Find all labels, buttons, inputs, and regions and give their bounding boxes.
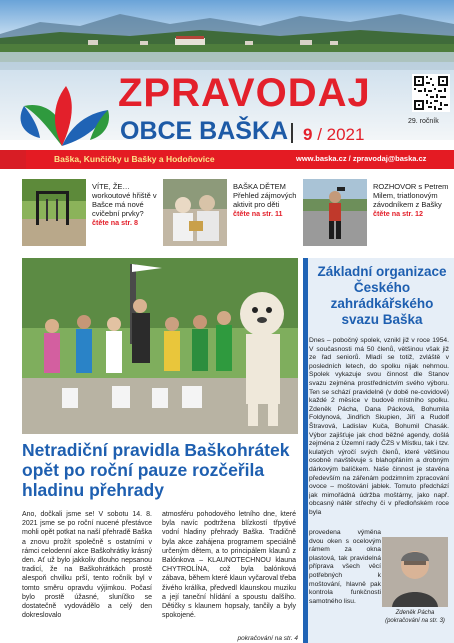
sidebar-title: Základní organizace Českého zahrádkářského svazu Baška bbox=[317, 264, 447, 327]
main-article-column-1: Ano, dočkali jsme se! V sobotu 14. 8. 2021 jsme se po roční nucené přestávce mohli opět potkat na naší přehradě Baška a znovu prožít společně s ostatními v rámci celodenní akce Baškohrátky krásný den. Ať už bylo jakkoliv dlouho nepsanou tradicí, že na Baškohrátkách prostě alespoň chvilku prší, tento ročník byl v tomto směru opravdu výjimkou. Počasí bylo prostě úžasné, sluníčko se dostatečně vydovádělo a celý den dokreslovalo bbox=[22, 511, 152, 620]
teaser-thumb-kids[interactable] bbox=[163, 179, 227, 246]
logo-leaves bbox=[10, 76, 114, 150]
volume-label: 29. ročník bbox=[408, 118, 439, 125]
teaser-text-workout: VÍTE, ŽE… workoutové hřiště v Bašce má nové cvičební prvky? čtěte na str. 8 bbox=[92, 182, 157, 227]
info-bar bbox=[26, 150, 454, 169]
main-article-photo bbox=[22, 258, 298, 434]
sidebar-body-continued: provedena výměna dvou oken s ocelovým rámem za okna plastová, tak pravidelná příprava všech věcí potřebných k moštování, hlavně pak kontrola funkčnosti samotného lisu. bbox=[309, 529, 381, 605]
main-article-column-2: atmosféru pohodového letního dne, které byla navíc podtržena blízkostí třpytivé vodní hladiny přehrady Baška. Tradičně byla akce zahájena programem speciálně určeným dětem, a to principálem klaunů z Balónkova – KLAUNOTECHNOU klauna CHYTROLÍNA, což byla balónková zábava, během které klaun vyčaroval třeba živého králíka, předvedl klaunskou muziku a její taneční hlídání a spoustu dalšího. Dětičky s klaunem hopsaly, tančily a byly spokojené. bbox=[162, 511, 296, 620]
issue-year: / 2021 bbox=[317, 125, 365, 144]
teaser-link-kids[interactable]: čtěte na str. 11 bbox=[233, 209, 283, 218]
teaser-text-interview: ROZHOVOR s Petrem Milem, triatlonovým závodníkem z Bašky čtěte na str. 12 bbox=[373, 182, 449, 218]
web-contact-link[interactable]: www.baska.cz / zpravodaj@baska.cz bbox=[296, 154, 427, 163]
teaser-link-interview[interactable]: čtěte na str. 12 bbox=[373, 209, 423, 218]
bar-accent bbox=[0, 150, 26, 169]
issue-number: 9 bbox=[303, 125, 313, 144]
issue-label bbox=[303, 126, 364, 143]
masthead-title: ZPRAVODAJ bbox=[118, 71, 371, 115]
continued-note[interactable]: pokračování na str. 4 bbox=[237, 635, 298, 642]
main-headline: Netradiční pravidla Baškohrátek opět po roční pauze rozčeřila hladinu přehrady bbox=[22, 440, 290, 500]
issue-separator bbox=[291, 123, 293, 143]
villages-label: Baška, Kunčičky u Bašky a Hodoňovice bbox=[54, 154, 215, 164]
teaser-thumb-interview[interactable] bbox=[303, 179, 367, 246]
portrait-caption: Zdeněk Pácha (pokračování na str. 3) bbox=[385, 610, 445, 624]
portrait-photo bbox=[382, 537, 448, 607]
qr-code[interactable] bbox=[412, 74, 450, 112]
teaser-thumb-workout[interactable] bbox=[22, 179, 86, 246]
masthead-subtitle: OBCE BAŠKA bbox=[120, 117, 289, 145]
teaser-link-workout[interactable]: čtěte na str. 8 bbox=[92, 218, 138, 227]
sidebar-body: Dnes – pobočný spolek, vznikl již v roce 1954. V současnosti má 50 členů, většinou však již ze řad seniorů. Mladí se totiž, zvláště v posledních letech, do spolku nijak nehrnou. Spolek vykazuje svou činnost dle Stanov svazu zejména prostřednictvím svého výboru. Ten se schází pravidelně (v době ne-covidové) každé 2 měsíce v budově místního spolku. Zdeněk Pácha, Dana Pácková, Bohumila Foldynová, Jindřich Skupien, Jiří a Rudolf Štravová, Ladislav Kuča, Bohumil Chasák. Výbor zajišťuje jak chod běžné agendy, došlá zejména z Územní rady ČZS v Místku, tak i tzv. kulatých výročí svých členů, které většinou osobně navštěvuje s blahopřáním a drobným dárkovým balíčkem. Naše činnost je stavěna především na zářenám podzimním zpracování ovoce – moštování jablek. Tomuto předchází jak mimořádná údržba moštárny, jako např. obcasný nátěr střechy či v předloňském roce byla bbox=[309, 337, 449, 516]
teaser-text-kids: BAŠKA DĚTEM Přehled zájmových aktivit pro děti čtěte na str. 11 bbox=[233, 182, 297, 218]
